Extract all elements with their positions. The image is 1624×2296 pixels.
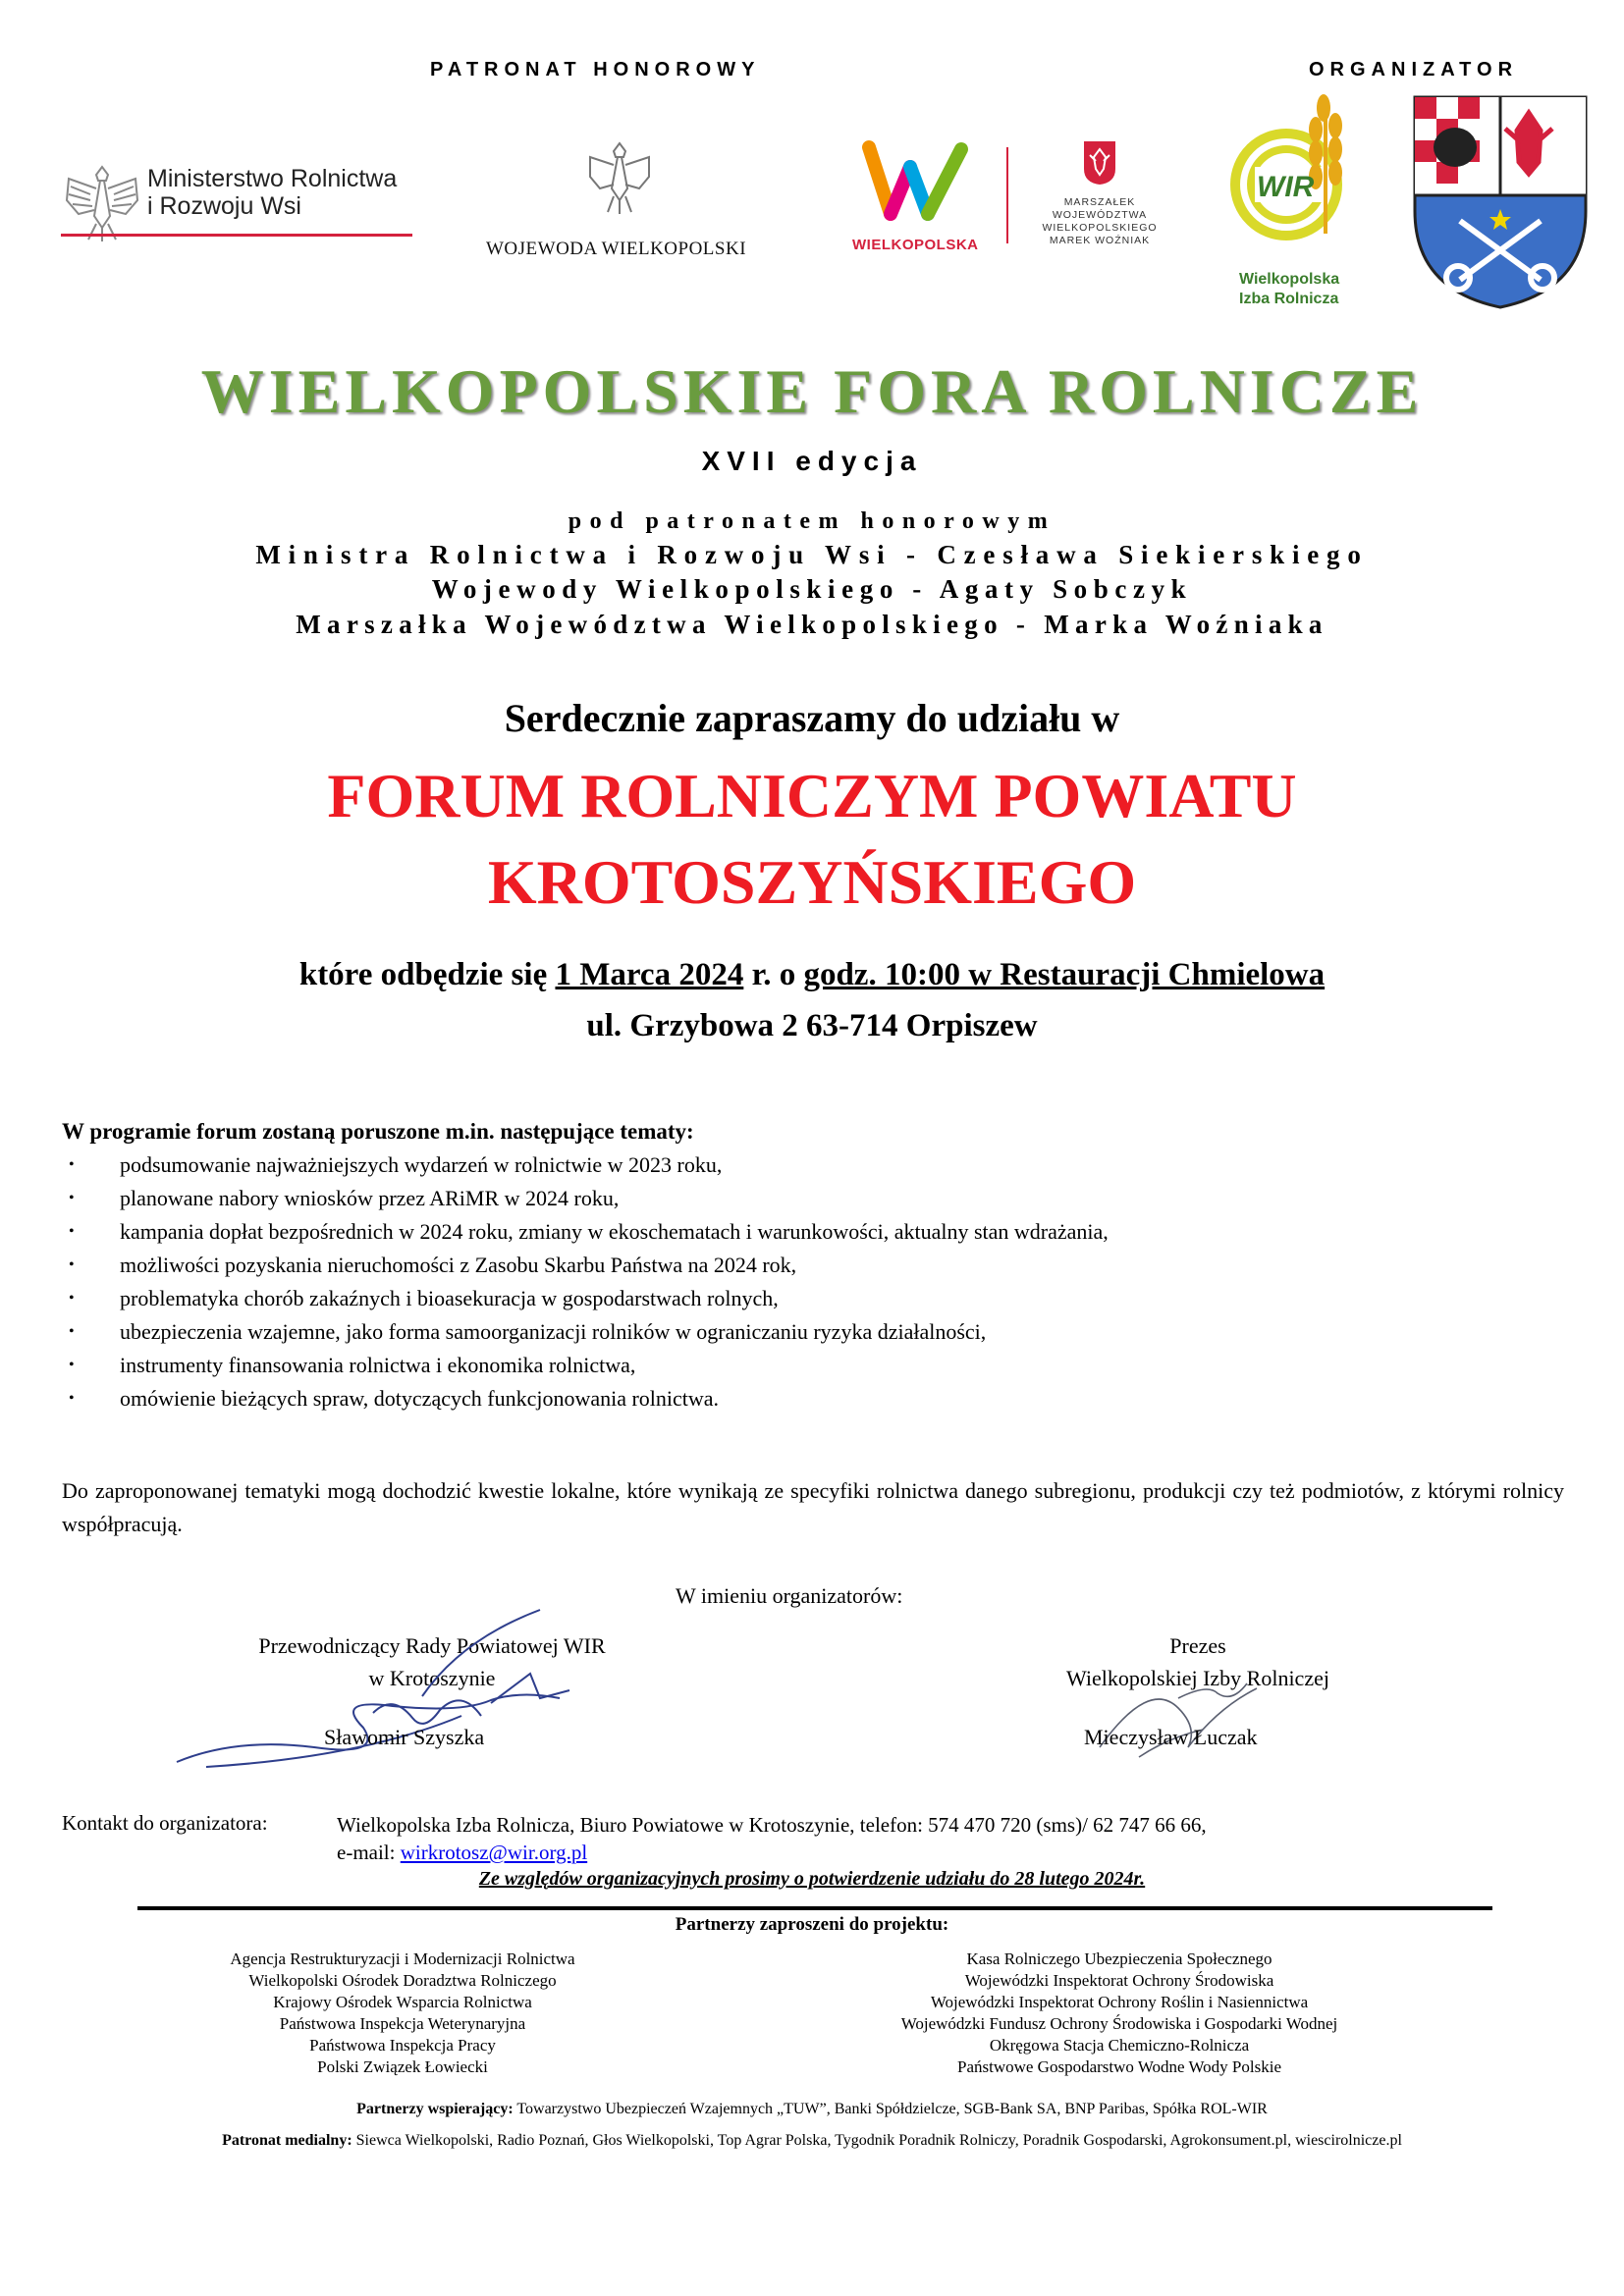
right-signatory-name: Mieczysław Łuczak [1084, 1725, 1258, 1749]
bullet: • [69, 1156, 75, 1173]
bullet: • [69, 1256, 75, 1273]
left-handwritten-signature [167, 1600, 638, 1806]
polish-eagle-icon [61, 157, 143, 245]
on-behalf-label: W imieniu organizatorów: [676, 1583, 903, 1608]
event-date-line [0, 957, 1624, 993]
patronage-intro: pod patronatem honorowym [568, 508, 1056, 534]
marszalek-line: MARSZAŁEK [1063, 196, 1136, 208]
partner-item: Kasa Rolniczego Ubezpieczenia Społecznego [966, 1949, 1272, 1968]
marszalek-crest-icon [1082, 139, 1117, 187]
bullet: • [69, 1290, 75, 1307]
program-heading: W programie forum zostaną poruszone m.in. następujące tematy: [62, 1119, 694, 1144]
partner-item: Wojewódzki Inspektorat Ochrony Roślin i Nasiennictwa [930, 1993, 1309, 2011]
partners-left-column [157, 1949, 648, 2078]
bullet: • [69, 1223, 75, 1240]
contact-details [337, 1811, 1207, 1866]
event-time-venue: godz. 10:00 w Restauracji Chmielowa [803, 957, 1326, 992]
invitation-intro: Serdecznie zapraszamy do udziału w [504, 696, 1120, 740]
contact-email-line [337, 1839, 1207, 1866]
eagle-emblem-icon [586, 137, 653, 218]
partners-heading: Partnerzy zaproszeni do projektu: [675, 1914, 949, 1935]
topic-text: instrumenty finansowania rolnictwa i ekonomika rolnictwa, [120, 1353, 636, 1377]
event-title-line1: FORUM ROLNICZYM POWIATU [327, 761, 1297, 830]
partner-item: Państwowa Inspekcja Pracy [309, 2036, 496, 2055]
partner-item: Wielkopolski Ośrodek Doradztwa Rolniczego [248, 1971, 557, 1990]
right-handwritten-signature [1031, 1669, 1286, 1777]
program-note: Do zaproponowanej tematyki mogą dochodzić kwestie lokalne, które wynikają ze specyfiki rolnictwa danego subregionu, produkcji czy też podmiotów, z którymi rolnicy współpracują. [62, 1478, 1564, 1536]
left-title-line1: Przewodniczący Rady Powiatowej WIR [258, 1633, 606, 1658]
marszalek-line: WOJEWÓDZTWA [1052, 209, 1148, 221]
left-signatory-name: Sławomir Szyszka [324, 1725, 485, 1749]
ministry-underline [61, 234, 412, 237]
date-prefix: które odbędzie się [298, 957, 556, 992]
topic-text: ubezpieczenia wzajemne, jako forma samoorganizacji rolników w ograniczaniu ryzyka działalności, [120, 1319, 987, 1344]
bullet: • [69, 1190, 75, 1206]
partner-item: Państwowa Inspekcja Weterynaryjna [279, 2014, 526, 2033]
list-item [62, 1182, 1109, 1215]
list-item [62, 1349, 1109, 1382]
confirmation-note: Ze względów organizacyjnych prosimy o potwierdzenie udziału do 28 lutego 2024r. [478, 1868, 1146, 1890]
partner-item: Polski Związek Łowiecki [317, 2057, 488, 2076]
divider [137, 1906, 1492, 1910]
partner-item: Krajowy Ośrodek Wsparcia Rolnictwa [273, 1993, 532, 2011]
date-mid: r. o [743, 957, 804, 992]
ministry-name-line1: Ministerstwo Rolnictwa [147, 165, 398, 192]
main-title: WIELKOPOLSKIE FORA ROLNICZE [200, 356, 1424, 426]
topics-list [62, 1148, 1109, 1415]
wir-name-line1: Wielkopolska [1239, 271, 1340, 288]
topic-text: planowane nabory wniosków przez ARiMR w 2024 roku, [120, 1186, 620, 1210]
media-patronage [0, 2132, 1624, 2150]
media-text: Siewca Wielkopolski, Radio Poznań, Głos Wielkopolski, Top Agrar Polska, Tygodnik Poradnik Rolniczy, Poradnik Gospodarski, Agrokonsument.pl, wiescirolnicze.pl [352, 2132, 1402, 2149]
right-title-line1: Prezes [1169, 1633, 1226, 1658]
list-item [62, 1249, 1109, 1282]
list-item [62, 1315, 1109, 1349]
event-title-line2: KROTOSZYŃSKIEGO [487, 847, 1137, 917]
support-text: Towarzystwo Ubezpieczeń Wzajemnych „TUW”, Banki Spółdzielcze, SGB-Bank SA, BNP Paribas, Spółka ROL-WIR [513, 2101, 1268, 2117]
ministry-name-line2: i Rozwoju Wsi [147, 192, 301, 220]
contact-label: Kontakt do organizatora: [62, 1811, 268, 1835]
patron-marszalek: Marszałka Województwa Wielkopolskiego - Marka Woźniaka [296, 610, 1328, 639]
event-address: ul. Grzybowa 2 63-714 Orpiszew [586, 1008, 1038, 1043]
topic-text: kampania dopłat bezpośrednich w 2024 roku, zmiany w ekoschematach i warunkowości, aktualny stan wdrażania, [120, 1219, 1109, 1244]
media-label: Patronat medialny: [222, 2132, 352, 2149]
topic-text: możliwości pozyskania nieruchomości z Zasobu Skarbu Państwa na 2024 rok, [120, 1253, 797, 1277]
wojewoda-name: WOJEWODA WIELKOPOLSKI [486, 239, 747, 259]
patron-minister: Ministra Rolnictwa i Rozwoju Wsi - Czesława Siekierskiego [255, 540, 1369, 569]
krotoszyn-coat-of-arms-icon [1411, 93, 1590, 311]
wielkopolska-label: WIELKOPOLSKA [852, 237, 979, 253]
left-title-line2: w Krotoszynie [368, 1666, 496, 1690]
edition-label: XVII edycja [701, 446, 923, 476]
contact-line: Wielkopolska Izba Rolnicza, Biuro Powiatowe w Krotoszynie, telefon: 574 470 720 (sms)/ 62 747 66 66, [337, 1813, 1207, 1837]
list-item [62, 1282, 1109, 1315]
logo-divider [1006, 147, 1008, 243]
list-item [62, 1215, 1109, 1249]
partner-item: Agencja Restrukturyzacji i Modernizacji Rolnictwa [230, 1949, 575, 1968]
wir-logo [1225, 86, 1373, 273]
event-date: 1 Marca 2024 [555, 957, 744, 992]
wir-mark: WIR [1257, 171, 1315, 203]
partners-right-column [844, 1949, 1394, 2078]
patronat-label: PATRONAT HONOROWY [430, 59, 761, 80]
bullet: • [69, 1390, 75, 1407]
list-item [62, 1148, 1109, 1182]
marszalek-line: WIELKOPOLSKIEGO [1042, 222, 1158, 234]
email-label: e-mail: [337, 1841, 401, 1864]
bullet: • [69, 1323, 75, 1340]
marszalek-line: MAREK WOŹNIAK [1049, 235, 1151, 246]
topic-text: podsumowanie najważniejszych wydarzeń w rolnictwie w 2023 roku, [120, 1152, 723, 1177]
partner-item: Wojewódzki Fundusz Ochrony Środowiska i Gospodarki Wodnej [900, 2014, 1338, 2033]
partner-item: Wojewódzki Inspektorat Ochrony Środowiska [964, 1971, 1274, 1990]
marszalek-text [1031, 196, 1168, 247]
patron-wojewoda: Wojewody Wielkopolskiego - Agaty Sobczyk [431, 574, 1193, 604]
topic-text: omówienie bieżących spraw, dotyczących funkcjonowania rolnictwa. [120, 1386, 720, 1411]
support-label: Partnerzy wspierający: [356, 2101, 514, 2117]
email-link[interactable]: wirkrotosz@wir.org.pl [400, 1841, 588, 1864]
partner-item: Okręgowa Stacja Chemiczno-Rolnicza [989, 2036, 1250, 2055]
bullet: • [69, 1357, 75, 1373]
list-item [62, 1382, 1109, 1415]
partner-item: Państwowe Gospodarstwo Wodne Wody Polskie [956, 2057, 1281, 2076]
organizator-label: ORGANIZATOR [1309, 59, 1519, 80]
wielkopolska-w-logo-icon [859, 137, 977, 224]
right-title-line2: Wielkopolskiej Izby Rolniczej [1066, 1666, 1329, 1690]
wir-name-line2: Izba Rolnicza [1239, 291, 1339, 307]
supporting-partners [0, 2101, 1624, 2118]
topic-text: problematyka chorób zakaźnych i bioasekuracja w gospodarstwach rolnych, [120, 1286, 779, 1310]
